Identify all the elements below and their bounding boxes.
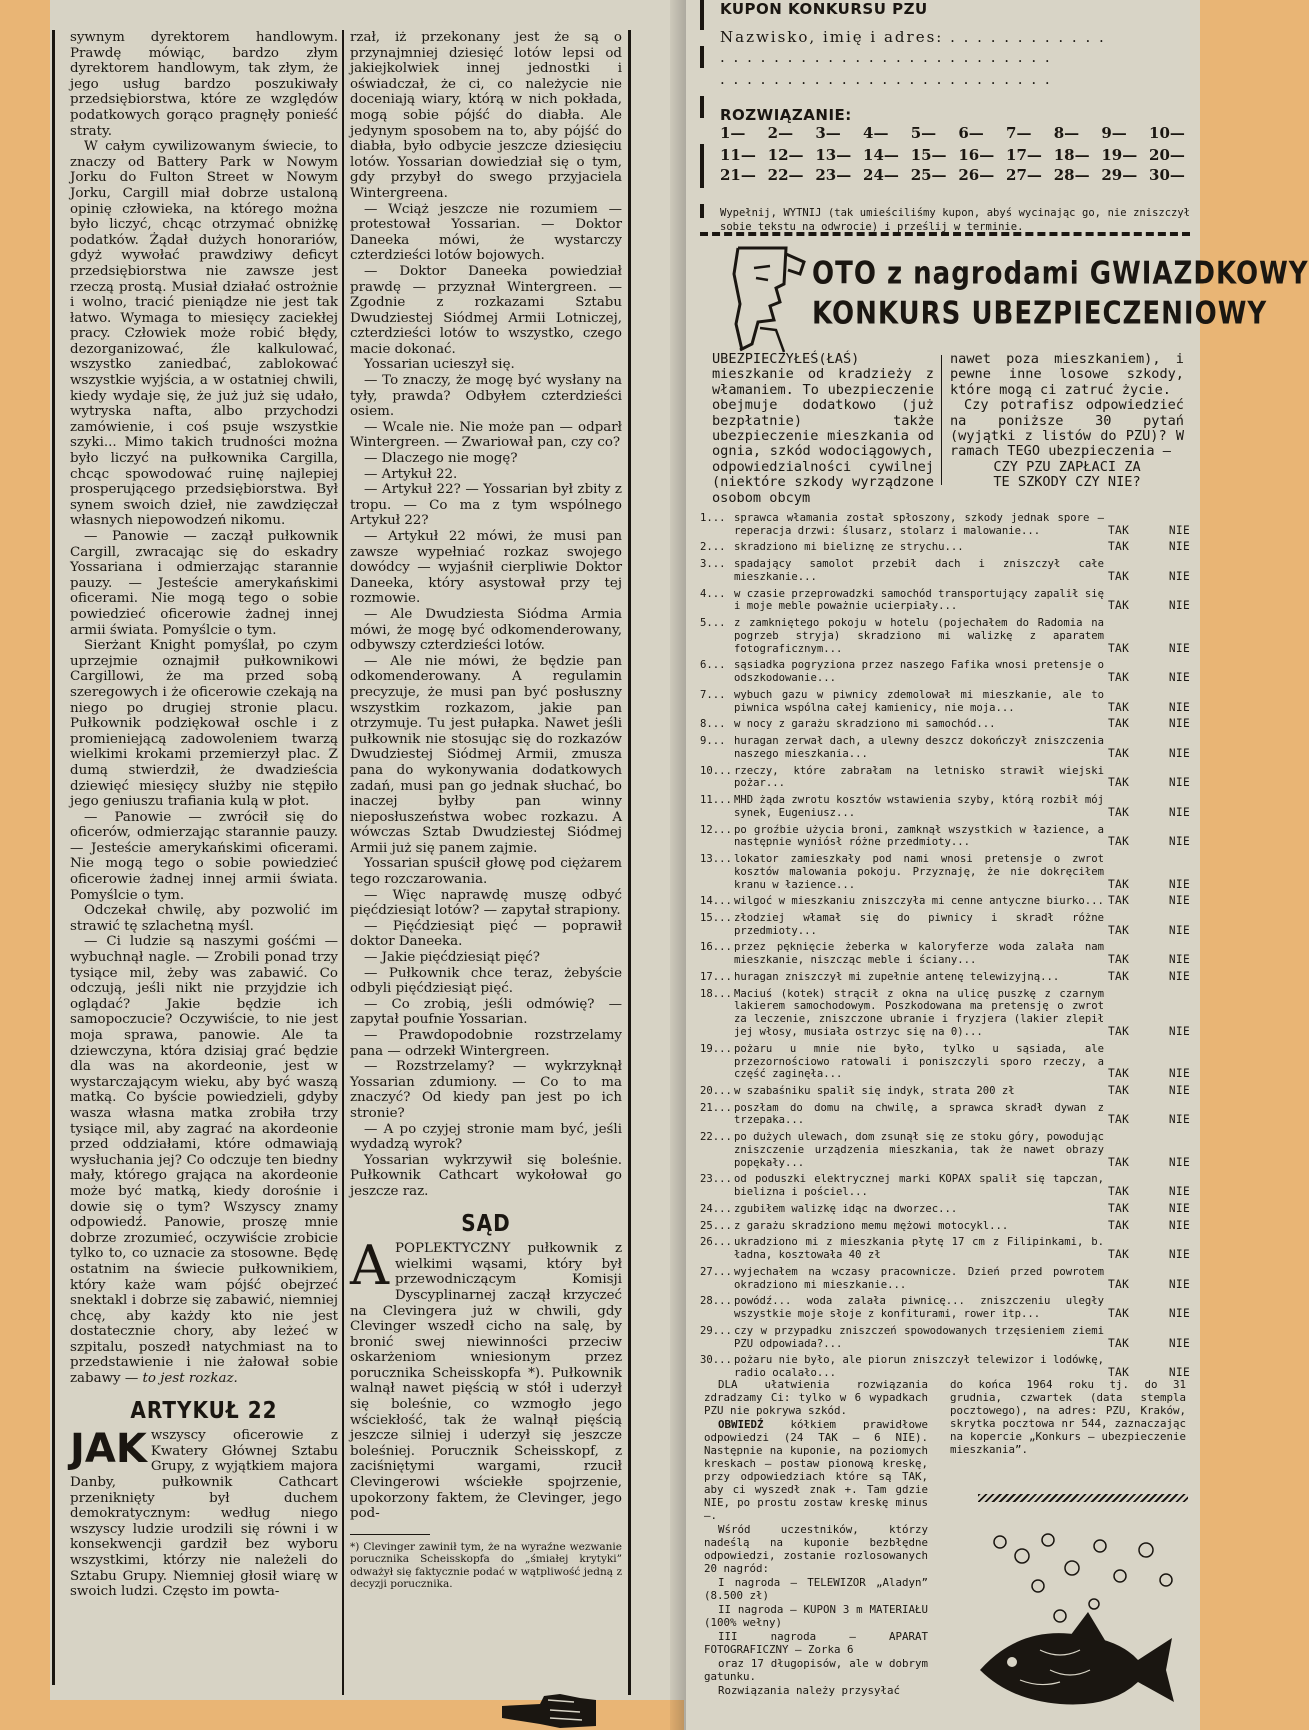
question-text: huragan zniszczył mi zupełnie antenę telewizyjną... <box>734 970 1060 983</box>
paragraph: W całym cywilizowanym świecie, to znaczy od Battery Park w Nowym Jorku do Fulton Street w Nowym Jorku, Cargill miał dobrze ustaloną opinię człowieka, na którego można było liczyć, chcąc otrzymać obniżkę podatków. Żądał dużych honorariów, gdyż wywołać prawdziwy deficyt przedsiębiorstwa nie zawsze jest rzeczą prostą. Musiał działać ostrożnie i wolno, tracić pieniądze nie jest tak łatwo. Wymaga to miesięcy zaciekłej pracy. Człowiek może robić błędy, dezorganizować, źle kalkulować, wszystko zaniedbać, zablokować wszystkie wyjścia, a w ostatniej chwili, kiedy wydaje się, że już już się udało, wytryska nafta, albo przychodzi zamówienie, i coś psuje wszystkie szyki... Mimo takich trudności można było liczyć na pułkownika Cargilla, chcąc spowodować ruinę najlepiej prosperującego przedsiębiorstwa. Był synem swoich dzieł, nie zawdzięczał własnych niepowodzeń nikomu. <box>70 139 338 529</box>
paragraph-italic-end: to jest rozkaz. <box>142 1371 238 1387</box>
paragraph: — Panowie — zaczął pułkownik Cargill, zwracając się do eskadry Yossariana i odmierzając starannie pauzy. — Jesteście amerykańskimi oficerami. Nie mogą tego o sobie powiedzieć oficerowie żadnej innej armii świata. Pomyślcie o tym. <box>70 529 338 638</box>
question-text: spadający samolot przebił dach i zniszczył całe mieszkanie... <box>734 558 1104 583</box>
paragraph: Sierżant Knight pomyślał, po czym uprzejmie oznajmił pułkownikowi Cargillowi, że ma przed sobą szeregowych i że oficerowie czekają na niego po drugiej stronie placu. Pułkownik podziękował oschle i z promieniejącą zadowoleniem twarzą wielkimi krokami przemierzył plac. Z dumą stwierdził, że dwadzieścia dziewięć miesięcy służby nie stępiło jego geniuszu trafiania kulą w płot. <box>70 638 338 810</box>
question-item <box>700 558 1190 584</box>
answer-options <box>1108 1203 1190 1216</box>
answer-no[interactable]: NIE <box>1168 1336 1190 1350</box>
answer-slot[interactable]: 8— <box>1053 124 1080 142</box>
answer-options <box>1108 525 1190 538</box>
answer-no[interactable]: NIE <box>1168 540 1190 554</box>
answer-no[interactable]: NIE <box>1168 1067 1190 1081</box>
paragraph: — Jakie pięćdziesiąt pięć? <box>364 950 540 966</box>
question-item <box>700 617 1190 655</box>
question-text: w szabaśniku spalił się indyk, strata 200 zł <box>734 1085 1015 1097</box>
question-text: sąsiadka pogryziona przez naszego Fafika wnosi pretensje o odszkodowanie... <box>734 659 1104 685</box>
question-number: 9... <box>700 735 726 748</box>
answer-slot[interactable]: 3— <box>815 124 841 142</box>
answer-slot[interactable]: 27— <box>1006 166 1042 184</box>
answer-options <box>1108 718 1190 731</box>
question-number: 25... <box>700 1219 732 1232</box>
question-number: 16... <box>700 941 732 954</box>
question-number: 8... <box>700 718 726 731</box>
question-item <box>700 512 1190 538</box>
question-text: poszłam do domu na chwilę, a sprawca skradł dywan z trzepaka... <box>734 1101 1104 1127</box>
answer-no[interactable]: NIE <box>1168 1185 1190 1199</box>
paragraph <box>70 934 338 1386</box>
answer-no[interactable]: NIE <box>1168 599 1190 613</box>
answer-no[interactable]: NIE <box>1168 1201 1190 1215</box>
answer-yes[interactable]: TAK <box>1108 1067 1130 1081</box>
answer-options <box>1108 1220 1190 1233</box>
prize-item: II nagroda — KUPON 3 m MATERIAŁU (100% wełny) <box>704 1603 928 1629</box>
answer-no[interactable]: NIE <box>1168 1277 1190 1291</box>
answer-row <box>720 146 1185 164</box>
prize-item: III nagroda — APARAT FOTOGRAFICZNY — Zorka 6 <box>704 1630 928 1656</box>
answer-no[interactable]: NIE <box>1168 746 1190 760</box>
artykul-paragraph <box>70 1428 338 1600</box>
question-number: 24... <box>700 1202 732 1215</box>
answer-yes[interactable]: TAK <box>1108 776 1130 790</box>
rules-text: Wśród uczestników, którzy nadeślą na kuponie bezbłędne odpowiedzi, zostanie rozlosowanych 20 nagród: <box>704 1523 928 1575</box>
answer-yes[interactable]: TAK <box>1108 1248 1130 1262</box>
contest-intro-left: UBEZPIECZYŁEŚ(ŁAŚ) mieszkanie od kradzieży z włamaniem. To ubezpieczenie obejmuje dodatkowo (już bezpłatnie) także ubezpieczenie mieszkania od ognia, szkód wodociągowych, odpowiedzialności cywilnej (niektóre szkody wyrządzone osobom obcym <box>712 351 934 506</box>
question-text: w czasie przeprowadzki samochód transportujący zapalił się i moje meble poważnie ucierpiały... <box>734 587 1104 613</box>
question-text: przez pęknięcie żeberka w kaloryferze woda zalała nam mieszkanie, niszcząc meble i ściany... <box>734 941 1104 967</box>
coupon-bar <box>700 96 704 118</box>
answer-yes[interactable]: TAK <box>1108 1155 1130 1169</box>
paragraph: sywnym dyrektorem handlowym. Prawdę mówiąc, bardzo złym dyrektorem handlowym, tak złym, że jego usług bardzo poszukiwały przedsiębiorstwa, które ze względów podatkowych gorąco pragnęły ponieść straty. <box>70 30 338 139</box>
answer-no[interactable]: NIE <box>1168 805 1190 819</box>
rules-keyword: OBWIEDŹ <box>718 1418 764 1431</box>
answer-no[interactable]: NIE <box>1168 1113 1190 1127</box>
solution-label: ROZWIĄZANIE: <box>720 106 852 124</box>
paragraph: — To znaczy, że mogę być wysłany na tyły, prawda? Odbyłem czterdzieści osiem. <box>350 373 622 420</box>
answer-slot[interactable]: 24— <box>863 166 899 184</box>
answer-slot[interactable]: 10— <box>1149 124 1185 142</box>
question-number: 18... <box>700 987 732 1000</box>
paragraph: — Co zrobią, jeśli odmówię? — zapytał poufnie Yossarian. <box>350 996 622 1028</box>
answer-slot[interactable]: 23— <box>815 166 852 184</box>
answer-options <box>1108 702 1190 715</box>
question-text: skradziono mi bieliznę ze strychu... <box>734 541 964 554</box>
question-number: 23... <box>700 1173 732 1186</box>
answer-yes[interactable]: TAK <box>1108 1025 1130 1039</box>
question-item <box>700 941 1190 967</box>
rules-paragraph <box>704 1418 928 1522</box>
sad-paragraph <box>350 1234 622 1522</box>
answer-slot[interactable]: 19— <box>1101 146 1138 164</box>
question-number: 27... <box>700 1265 732 1278</box>
answer-yes[interactable]: TAK <box>1108 717 1130 731</box>
coupon-bar <box>700 46 704 68</box>
question-item <box>700 824 1190 850</box>
answer-options <box>1108 971 1190 984</box>
answer-slot[interactable]: 28— <box>1053 166 1090 184</box>
question-item <box>700 765 1190 791</box>
question-number: 26... <box>700 1236 732 1249</box>
answer-yes[interactable]: TAK <box>1108 1307 1130 1321</box>
coupon-bar <box>700 204 704 218</box>
answer-no[interactable]: NIE <box>1168 1155 1190 1169</box>
column-rule-left <box>52 30 55 1685</box>
page-fold-shadow <box>670 0 686 1730</box>
answer-no[interactable]: NIE <box>1168 641 1190 655</box>
question-item <box>700 1203 1190 1216</box>
question-item <box>700 1043 1190 1081</box>
answer-slot[interactable]: 21— <box>720 166 756 184</box>
paragraph: Yossarian spuścił głowę pod ciężarem tego rozczarowania. <box>350 856 622 888</box>
section-heading-artykul-22: ARTYKUŁ 22 <box>130 1395 278 1424</box>
question-text: pożaru nie było, ale piorun zniszczył telewizor i lodówkę, radio ocalało... <box>734 1354 1104 1380</box>
contest-rules-right: do końca 1964 roku tj. do 31 grudnia, czwartek (data stempla pocztowego), na adres: PZU, Kraków, skrytka pocztowa nr 544, zaznaczając na kopercie „Konkurs — ubezpieczenie mieszkania”. <box>950 1378 1186 1456</box>
answer-yes[interactable]: TAK <box>1108 1084 1130 1097</box>
footnote: *) Clevinger zawinił tym, że na wyraźne wezwanie porucznika Scheisskopfa do „śmiałej krytyki” odważył się faktycznie podać w wątpliwość jedną z decyzji porucznika. <box>350 1540 622 1591</box>
question-item <box>700 689 1190 715</box>
answer-options <box>1108 1026 1190 1039</box>
question-text: zgubiłem walizkę idąc na dworzec... <box>734 1202 958 1215</box>
question-item <box>700 1102 1190 1128</box>
answer-options <box>1108 571 1190 584</box>
paragraph: — Ale nie mówi, że będzie pan odkomenderowany. A regulamin precyzuje, że musi pan być posłuszny wszystkim rozkazom, jakie pan otrzymuje. Tu jest pułapka. Nawet jeśli pułkownik nie stosując się do rozkazów Dwudziestej Siódmej Armii, zmusza pana do wykonywania dodatkowych zadań, musi pan go jednak słuchać, bo inaczej byłby pan winny nieposłuszeństwa wobec rozkazu. A wówczas Sztab Dwudziestej Siódmej Armii już się panem zajmie. <box>350 653 622 856</box>
answer-yes[interactable]: TAK <box>1108 569 1130 583</box>
question-text: pożaru u mnie nie było, tylko u sąsiada, ale przezornościowo ratowali i poniszczyli sporo rzeczy, a część zaginęła... <box>734 1042 1104 1081</box>
contest-rules-left <box>704 1378 928 1698</box>
question-item <box>700 794 1190 820</box>
question-text: ukradziono mi z mieszkania płytę 17 cm z Filipinkami, b. ładna, kosztowała 40 zł <box>734 1236 1104 1262</box>
answer-yes[interactable]: TAK <box>1108 835 1130 849</box>
paragraph: Yossarian wykrzywił się boleśnie. Pułkownik Cathcart wykołował go jeszcze raz. <box>350 1152 622 1199</box>
answer-slot[interactable]: 14— <box>863 146 899 164</box>
paragraph: Odczekał chwilę, aby pozwolić im strawić tę szlachetną myśl. <box>70 903 338 934</box>
question-text: czy w przypadku zniszczeń spowodowanych trzęsieniem ziemi PZU odpowiada?... <box>734 1324 1104 1350</box>
answer-options <box>1108 643 1190 656</box>
answer-options <box>1108 1308 1190 1321</box>
question-number: 5... <box>700 617 726 630</box>
answer-yes[interactable]: TAK <box>1108 953 1130 967</box>
paragraph: — Artykuł 22. <box>364 466 458 482</box>
answer-options <box>1108 1186 1190 1199</box>
hatched-rule <box>978 1494 1188 1502</box>
paragraph: — Ale Dwudziesta Siódma Armia mówi, że mogę być odkomenderowany, odbywszy czterdzieści lotów. <box>350 606 622 654</box>
answer-yes[interactable]: TAK <box>1108 1201 1130 1215</box>
pointing-hand-icon <box>500 1688 600 1730</box>
answer-slot[interactable]: 5— <box>910 124 937 142</box>
question-number: 10... <box>700 764 732 777</box>
answer-yes[interactable]: TAK <box>1108 746 1130 760</box>
question-item <box>700 1236 1190 1262</box>
question-number: 22... <box>700 1131 732 1144</box>
footnote-divider <box>350 1534 430 1535</box>
answer-slot[interactable]: 2— <box>767 124 794 142</box>
address-dots-line[interactable]: . . . . . . . . . . . . . . . . . . . . . . . . . <box>720 70 1052 88</box>
question-number: 30... <box>700 1354 732 1367</box>
answer-no[interactable]: NIE <box>1168 969 1190 983</box>
paragraph: rzał, iż przekonany jest że są o przynajmniej dziesięć lotów lepsi od jakiejkolwiek innej jednostki i oświadczał, że ci, co należycie nie doceniają wiary, którą w nich pokłada, mogą sobie pójść do diabła. Ale jedynym sposobem na to, aby pójść do diabła, było odbycie jeszcze dziesięciu lotów. Yossarian dowiedział się o tym, gdy przybył do swego przyjaciela Wintergreena. <box>350 30 622 201</box>
question-number: 4... <box>700 587 726 600</box>
question-text: wilgoć w mieszkaniu zniszczyła mi cenne antyczne biurko... <box>734 895 1104 908</box>
answer-options <box>1108 1157 1190 1170</box>
answer-options <box>1108 895 1190 908</box>
question-item <box>700 1354 1190 1380</box>
question-number: 20... <box>700 1085 732 1097</box>
answer-no[interactable]: NIE <box>1168 717 1190 731</box>
paragraph: — Pułkownik chce teraz, żebyście odbyli pięćdziesiąt pięć. <box>350 965 622 997</box>
paragraph: — Więc naprawdę muszę odbyć pięćdziesiąt lotów? — zapytał strapiony. <box>350 887 622 919</box>
answer-slot[interactable]: 29— <box>1101 166 1138 184</box>
question-number: 15... <box>700 911 732 924</box>
story-column-1 <box>70 30 338 1600</box>
fish-illustration-icon <box>960 1520 1190 1720</box>
answer-no[interactable]: NIE <box>1168 776 1190 790</box>
answer-slot[interactable]: 4— <box>863 124 889 142</box>
question-text: złodziej włamał się do piwnicy i skradł różne przedmioty... <box>734 911 1104 937</box>
paragraph: — A po czyjej stronie mam być, jeśli wydadzą wyrok? <box>350 1121 622 1153</box>
question-item <box>700 1220 1190 1233</box>
contest-intro-right <box>950 352 1184 491</box>
answer-yes[interactable]: TAK <box>1108 641 1130 655</box>
question-number: 3... <box>700 558 726 571</box>
question-number: 1... <box>700 512 726 524</box>
paragraph: — Artykuł 22 mówi, że musi pan zawsze wypełniać rozkaz swojego dowódcy — wyjaśnił cierpliwie Doktor Daneeka, który asystował przy tej rozmowie. <box>350 529 622 607</box>
question-text: z garażu skradziono memu mężowi motocykl... <box>734 1219 1009 1232</box>
question-item <box>700 1131 1190 1169</box>
answer-slot[interactable]: 13— <box>815 146 852 164</box>
question-item <box>700 735 1190 761</box>
question-text: sprawca włamania został spłoszony, szkody jednak spore — reperacja drzwi: ślusarz, stolarz i malowanie... <box>734 512 1104 537</box>
question-item <box>700 1325 1190 1351</box>
paragraph: — Artykuł 22? — Yossarian był zbity z tropu. — Co ma z tym wspólnego Artykuł 22? <box>350 482 622 529</box>
answer-no[interactable]: NIE <box>1168 1248 1190 1262</box>
coupon-bar <box>700 144 704 188</box>
question-text: Maciuś (kotek) strącił z okna na ulicę puszkę z czarnym lakierem samochodowym. Poszkodowana ma pretensję o zwrot za leczenie, zniszczone ubranie i fryzjera (lakier zlepił jej włosy, musiała ostrzyc się na 0)... <box>734 987 1104 1039</box>
answer-row <box>720 166 1185 184</box>
coupon-bar <box>700 0 704 30</box>
answer-no[interactable]: NIE <box>1168 1307 1190 1321</box>
question-text: rzeczy, które zabrałam na letnisko strawił wiejski pożar... <box>734 764 1104 790</box>
rules-text: kółkiem prawidłowe odpowiedzi (24 TAK — 6 NIE). Następnie na kuponie, na poziomych kreskach — postaw pionową kreskę, przy odpowiedziach które są TAK, aby ci wyszedł znak +. Tam gdzie NIE, po prostu zostaw kreskę minus —. <box>704 1418 928 1522</box>
question-text: w nocy z garażu skradziono mi samochód... <box>734 718 996 731</box>
sad-text: POPLEKTYCZNY pułkownik z wielkimi wąsami, który był przewodniczącym Komisji Dyscyplinarnej zaczął krzyczeć na Clevingera już w chwili, gdy Clevinger wszedł cicho na salę, by bronić swej niewinności przeciw oskarżeniom wniesionym przez porucznika Scheisskopfa *). Pułkownik walnął nawet pięścią w stół i uderzył się boleśnie, co wzmogło jego wściekłość, tak że walnął pięścią jeszcze silniej i uderzył się jeszcze boleśniej. Porucznik Scheisskopf, z zaciśniętymi wargami, rzucił Clevingerowi wściekłe spojrzenie, upokorzony faktem, że Clevinger, jego pod- <box>350 1241 622 1522</box>
answer-no[interactable]: NIE <box>1168 894 1190 908</box>
answer-slot[interactable]: 20— <box>1149 146 1185 164</box>
answer-no[interactable]: NIE <box>1168 1218 1190 1232</box>
column-rule-right <box>628 30 631 1695</box>
answer-options <box>1108 672 1190 685</box>
drop-cap: A <box>350 1234 389 1298</box>
name-address-field[interactable]: Nazwisko, imię i adres: . . . . . . . . . . . . <box>720 28 1106 46</box>
answer-slot[interactable]: 15— <box>910 146 947 164</box>
answer-no[interactable]: NIE <box>1168 1084 1190 1097</box>
paragraph: Yossarian ucieszył się. <box>364 357 515 373</box>
section-heading-sad: SĄD <box>461 1208 511 1237</box>
answer-no[interactable]: NIE <box>1168 523 1190 537</box>
answer-yes[interactable]: TAK <box>1108 969 1130 983</box>
answer-slot[interactable]: 17— <box>1006 146 1042 164</box>
answer-no[interactable]: NIE <box>1168 877 1190 891</box>
paragraph: — Pięćdziesiąt pięć — poprawił doktor Daneeka. <box>350 918 622 950</box>
cut-line <box>700 232 1190 236</box>
clerk-portrait-icon <box>730 244 812 354</box>
contest-question: CZY PZU ZAPŁACI ZA <box>993 458 1141 475</box>
question-number: 28... <box>700 1295 732 1308</box>
answer-no[interactable]: NIE <box>1168 953 1190 967</box>
question-number: 21... <box>700 1101 732 1114</box>
rules-text: Rozwiązania należy przysyłać <box>718 1684 901 1697</box>
paragraph: — Doktor Daneeka powiedział prawdę — przyznał Wintergreen. — Zgodnie z rozkazami Sztabu Dwudziestej Siódmej Armii Lotniczej, czterdzieści lotów to wszystko, czego macie dokonać. <box>350 263 622 357</box>
column-rule-middle <box>342 30 344 1695</box>
answer-yes[interactable]: TAK <box>1108 599 1130 613</box>
question-text: po dużych ulewach, dom zsunął się ze stoku góry, powodując zniszczenie urządzenia mieszkania, tak że nawet obrazy popękały... <box>734 1131 1104 1169</box>
intro-text: nawet poza mieszkaniem), i pewne inne losowe szkody, które mogą ci zatruć życie. <box>950 351 1184 398</box>
question-item <box>700 588 1190 614</box>
question-item <box>700 1085 1190 1098</box>
question-item <box>700 659 1190 685</box>
paragraph: — Wcale nie. Nie może pan — odparł Wintergreen. — Zwariował pan, czy co? <box>350 419 622 451</box>
answer-options <box>1108 600 1190 613</box>
answer-no[interactable]: NIE <box>1168 923 1190 937</box>
answer-slot[interactable]: 16— <box>958 146 995 164</box>
drop-cap: JAK <box>70 1426 147 1473</box>
answer-yes[interactable]: TAK <box>1108 1336 1130 1350</box>
answer-options <box>1108 954 1190 967</box>
answer-yes[interactable]: TAK <box>1108 1366 1130 1380</box>
answer-no[interactable]: NIE <box>1168 835 1190 849</box>
answer-slot[interactable]: 22— <box>767 166 804 184</box>
answer-options <box>1108 807 1190 820</box>
answer-options <box>1108 1338 1190 1351</box>
question-number: 13... <box>700 853 732 866</box>
answer-yes[interactable]: TAK <box>1108 877 1130 891</box>
question-text: wyjechałem na wczasy pracownicze. Dzień przed powrotem okradziono mi mieszkanie... <box>734 1265 1104 1291</box>
answer-yes[interactable]: TAK <box>1108 1218 1130 1232</box>
prize-item: oraz 17 długopisów, ale w dobrym gatunku. <box>704 1657 928 1683</box>
answer-options <box>1108 925 1190 938</box>
answer-yes[interactable]: TAK <box>1108 523 1130 537</box>
question-item <box>700 895 1190 908</box>
answer-slot[interactable]: 7— <box>1006 124 1032 142</box>
paragraph: — Dlaczego nie mogę? <box>364 451 518 467</box>
answer-no[interactable]: NIE <box>1168 569 1190 583</box>
answer-options <box>1108 1085 1190 1098</box>
contest-title-line2: KONKURS UBEZPIECZENIOWY <box>812 296 1268 332</box>
coupon-instructions: Wypełnij, WYTNIJ (tak umieściliśmy kupon, abyś wycinając go, nie zniszczył sobie tekstu na odwrocie) i prześlij w terminie. <box>720 207 1190 233</box>
question-text: od poduszki elektrycznej marki KOPAX spalił się tapczan, bielizna i pościel... <box>734 1173 1104 1199</box>
question-item <box>700 541 1190 554</box>
question-text: wybuch gazu w piwnicy zdemolował mi mieszkanie, ale to piwnica wspólna całej kamienicy, nie moja... <box>734 688 1104 714</box>
question-number: 7... <box>700 688 726 701</box>
answer-yes[interactable]: TAK <box>1108 923 1130 937</box>
answer-slot[interactable]: 9— <box>1101 124 1127 142</box>
paragraph: — Panowie — zwrócił się do oficerów, odmierzając starannie pauzy. — Jesteście amerykańskimi oficerami. Nie mogą tego o sobie powiedzieć oficerowie żadnej innej armii świata. Pomyślcie o tym. <box>70 809 338 903</box>
question-text: powódź... woda zalała piwnicę... zniszczeniu uległy wszystkie moje słoje z konfiturami, rower itp... <box>734 1295 1104 1321</box>
question-text: MHD żąda zwrotu kosztów wstawienia szyby, którą rozbił mój synek, Eugeniusz... <box>734 794 1104 819</box>
question-number: 14... <box>700 895 732 908</box>
question-number: 6... <box>700 659 726 672</box>
paragraph-text: — Ci ludzie są naszymi gośćmi — wybuchnął nagle. — Zrobili ponad trzy tysiące mil, żeby was zabawić. Co odczują, jeśli nikt nie przyjdzie ich oglądać? Jakie będzie ich samopoczucie? Oczywiście, to nie jest moja sprawa, panowie. Ale ta dziewczyna, która dzisiaj grać będzie dla was na akordeonie, jest w wystarczającym wieku, aby być waszą matką. Co byście powiedzieli, gdyby wasza własna matka zrobiła trzy tysiące mil, aby zagrać na akordeonie przed oddziałami, które odmawiają wysłuchania jej? Co odczuje ten biedny mały, którego grająca na akordeonie może być matką, kiedy dorośnie i dowie się o tym? Wszyscy znamy odpowiedź. Panowie, proszę mnie dobrze zrozumieć, oczywiście zrobicie tylko to, co uznacie za stosowne. Będę ostatnim na świecie pułkownikiem, który każe wam pójść obejrzeć snektakl i dobrze się zabawić, niemniej chcę, aby każdy kto nie jest dostatecznie chory, aby leżeć w szpitalu, poszedł natychmiast na to przedstawienie i nie żałował sobie zabawy — <box>70 934 338 1387</box>
answer-slot[interactable]: 6— <box>958 124 984 142</box>
answer-options <box>1108 836 1190 849</box>
question-number: 2... <box>700 541 726 554</box>
question-number: 29... <box>700 1324 732 1337</box>
question-number: 12... <box>700 823 732 836</box>
question-item <box>700 1266 1190 1292</box>
answer-options <box>1108 1068 1190 1081</box>
question-text: po groźbie użycia broni, zamknął wszystkich w łazience, a następnie wyniósł różne przedmioty... <box>734 823 1104 849</box>
contest-title-line1: OTO z nagrodami GWIAZDKOWY <box>812 256 1309 292</box>
answer-slot[interactable]: 11— <box>720 146 756 164</box>
answer-yes[interactable]: TAK <box>1108 671 1130 685</box>
answer-no[interactable]: NIE <box>1168 1025 1190 1039</box>
answer-yes[interactable]: TAK <box>1108 1113 1130 1127</box>
answer-slot[interactable]: 12— <box>767 146 804 164</box>
question-item <box>700 718 1190 731</box>
answer-options <box>1108 1279 1190 1292</box>
question-number: 19... <box>700 1042 732 1055</box>
answer-options <box>1108 879 1190 892</box>
answer-no[interactable]: NIE <box>1168 700 1190 714</box>
answer-options <box>1108 748 1190 761</box>
question-number: 11... <box>700 794 732 807</box>
answer-yes[interactable]: TAK <box>1108 1185 1130 1199</box>
contest-question: TE SZKODY CZY NIE? <box>993 474 1141 491</box>
question-item <box>700 988 1190 1039</box>
question-text: huragan zerwał dach, a ulewny deszcz dokończył zniszczenia naszego mieszkania... <box>734 735 1104 760</box>
question-item <box>700 1173 1190 1199</box>
question-text: z zamkniętego pokoju w hotelu (pojechałem do Radomia na pogrzeb stryja) skradziono mi walizkę z aparatem fotograficznym... <box>734 617 1104 655</box>
answer-no[interactable]: NIE <box>1168 1366 1190 1380</box>
artykul-text: wszyscy oficerowie z Kwatery Głównej Sztabu Grupy, z wyjątkiem majora Danby, pułkownik Cathcart przeniknięty był duchem demokratycznym: według niego wszyscy ludzie urodzili się równi i w konsekwencji gardził bez wyboru wszystkimi, którzy nie należeli do Sztabu Grupy. Niemniej głosił wiarę w swoich ludzi. Często im powta- <box>70 1428 338 1600</box>
answer-slot[interactable]: 25— <box>910 166 947 184</box>
answer-options <box>1108 777 1190 790</box>
answer-no[interactable]: NIE <box>1168 671 1190 685</box>
question-item <box>700 853 1190 891</box>
answer-slot[interactable]: 26— <box>958 166 995 184</box>
rules-text: DLA ułatwienia rozwiązania zdradzamy Ci: tylko w 6 wypadkach PZU nie pokrywa szkód. <box>704 1378 928 1417</box>
story-column-2 <box>350 30 622 1591</box>
question-list <box>700 512 1190 1384</box>
answer-slot[interactable]: 30— <box>1149 166 1185 184</box>
intro-text: Czy potrafisz odpowiedzieć na poniższe 30 pytań (wyjątki z listów do PZU)? W ramach TEGO ubezpieczenia — <box>950 397 1184 460</box>
question-item <box>700 971 1190 984</box>
paragraph: — Rozstrzelamy? — wykrzyknął Yossarian zdumiony. — Co to ma znaczyć? Od kiedy pan jest po ich stronie? <box>350 1059 622 1121</box>
address-dots-line[interactable]: . . . . . . . . . . . . . . . . . . . . . . . . . <box>720 48 1052 66</box>
answer-yes[interactable]: TAK <box>1108 805 1130 819</box>
paragraph: — Wciąż jeszcze nie rozumiem — protestował Yossarian. — Doktor Daneeka mówi, że wystarczy czterdzieści lotów bojowych. <box>350 201 622 264</box>
answer-yes[interactable]: TAK <box>1108 1277 1130 1291</box>
paragraph: — Prawdopodobnie rozstrzelamy pana — odrzekł Wintergreen. <box>350 1028 622 1059</box>
answer-row <box>720 124 1185 142</box>
question-item <box>700 912 1190 938</box>
answer-options <box>1108 541 1190 554</box>
answer-options <box>1108 1249 1190 1262</box>
question-text: lokator zamieszkały pod nami wnosi pretensje o zwrot kosztów malowania pokoju. Przyznaję, że nie dokręciłem kranu w łazience... <box>734 853 1104 891</box>
question-item <box>700 1295 1190 1321</box>
answer-slot[interactable]: 18— <box>1053 146 1090 164</box>
answer-yes[interactable]: TAK <box>1108 700 1130 714</box>
answer-yes[interactable]: TAK <box>1108 540 1130 554</box>
coupon-title: KUPON KONKURSU PZU <box>720 0 928 18</box>
prize-item: I nagroda — TELEWIZOR „Aladyn” (8.500 zł) <box>704 1576 928 1602</box>
question-number: 17... <box>700 970 732 983</box>
answer-yes[interactable]: TAK <box>1108 894 1130 908</box>
answer-options <box>1108 1114 1190 1127</box>
answer-slot[interactable]: 1— <box>720 124 746 142</box>
intro-divider <box>941 355 942 485</box>
